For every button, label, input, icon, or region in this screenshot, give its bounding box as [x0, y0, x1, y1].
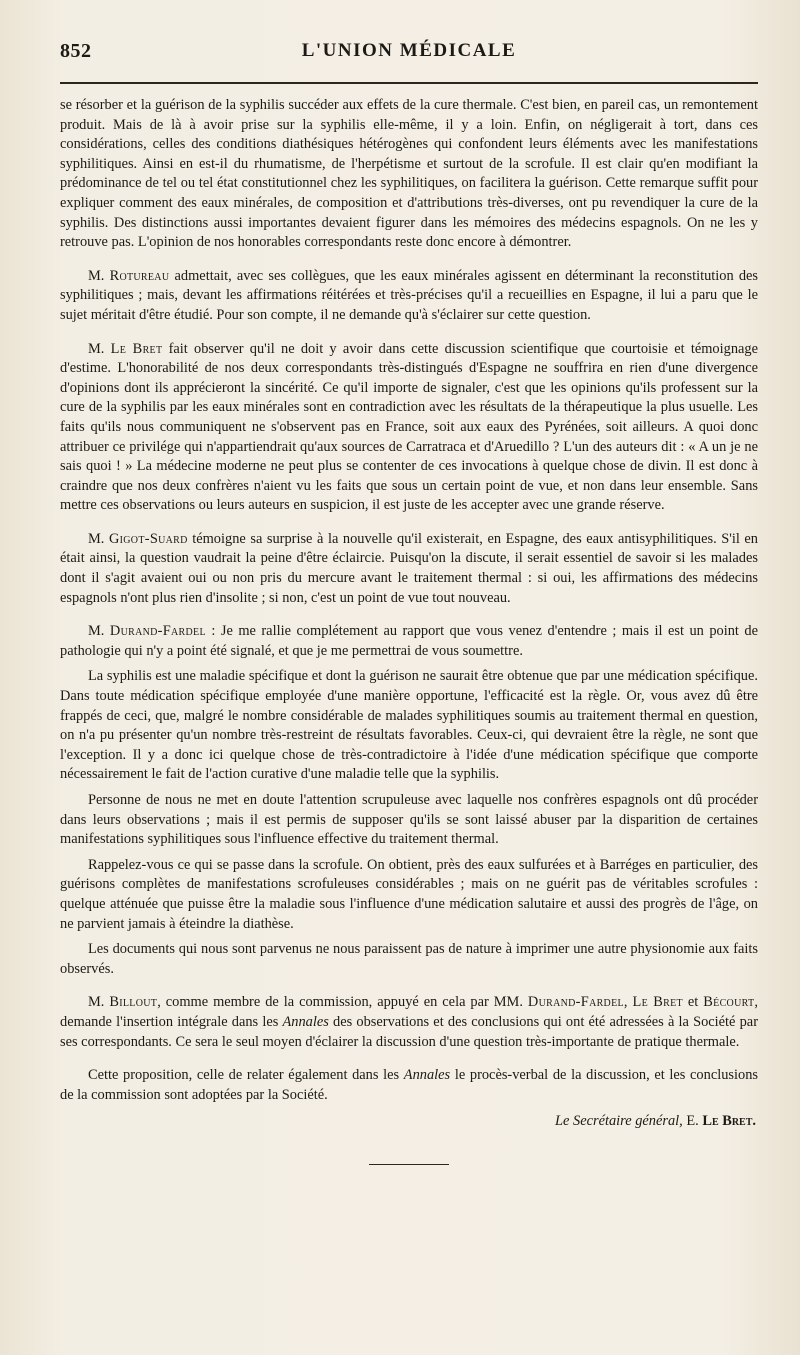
speaker-prefix: M.: [88, 267, 110, 284]
speaker-prefix: M.: [88, 994, 110, 1011]
speaker-prefix: M.: [88, 530, 109, 547]
paragraph-documents: [60, 940, 758, 979]
paragraph-text: admettait, avec ses collègues, que les eaux minérales agissent en déterminant la reconstitution des syphilitiques ; mais, devant les affirmations réitérées et très-précises qu'il a recueillies en Espagne, il lui a paru que le sujet méritait d'être étudié. Pour son compte, il ne demande qu'à s'éclairer sur cette question.: [60, 267, 759, 323]
paragraph-text: se résorber et la guérison de la syphilis succéder aux effets de la cure thermale. C'est bien, en pareil cas, un remontement produit. Mais de là à avoir prise sur la syphilis elle-même, il y a loin. Enfin, on négligerait à tort, dans ces considérations, celles des conditions diathésiques hétérogènes qui confondent leurs éléments avec les manifestations syphilitiques. Ainsi en est-il du rhumatisme, de l'herpétisme et surtout de la scrofule. Il est clair qu'en modifiant la prédominance de tel ou tel état constitutionnel chez les syphilitiques, on facilitera la guérison. Cette remarque suffit pour expliquer comment des eaux minérales, de composition et d'attributions très-diverses, ont pu revendiquer la cure de la syphilis. Des distinctions aussi importantes devaient figurer dans les mémoires des médecins espagnols. On ne les y retrouve pas. L'opinion de nos honorables correspondants reste donc encore à démontrer.: [60, 97, 758, 251]
signature-initial: E.: [686, 1113, 699, 1130]
paragraph-text: témoigne sa surprise à la nouvelle qu'il existerait, en Espagne, des eaux antisyphilitiques. S'il en était ainsi, la question vaudrait la peine d'être éclaircie. Puisqu'on la discute, il serait essentiel de savoir si les malades dont il s'agit avaient oui ou non pris du mercure avant le traitement thermal : si oui, les affirmations des médecins espagnols n'ont plus rien d'insolite ; si non, c'est un point de vue tout nouveau.: [60, 530, 758, 606]
speaker-name: Durand-Fardel: [109, 623, 206, 640]
speaker-name: Le Bret: [110, 340, 163, 357]
speaker-prefix: M.: [88, 340, 111, 357]
paragraph-le-bret: [60, 340, 758, 516]
end-rule: [369, 1164, 449, 1165]
paragraph-continuation: [60, 96, 758, 253]
paragraph-gigot-suard: [60, 530, 758, 608]
speaker-name: Le Bret: [632, 994, 683, 1011]
paragraph-text: : Je me rallie complétement au rapport que vous venez d'entendre ; mais il est un point de pathologie qui n'y a point été signalé, et que je me permettrai de vous soumettre.: [60, 623, 758, 659]
paragraph-text: et: [682, 994, 704, 1011]
journal-title: Annales: [403, 1067, 451, 1084]
page-header: [60, 40, 758, 76]
paragraph-text: fait observer qu'il ne doit y avoir dans cette discussion scientifique que courtoisie et témoignage d'estime. L'honorabilité de nos deux correspondants très-distingués d'Espagne ne souffrira en rien d'une divergence d'opinions dont ils apprécieront la sincérité. Ce qu'il importe de signaler, c'est que les opinions qu'ils professent sur la cure de la syphilis par les eaux minérales sont en contradiction avec les résultats de la thérapeutique la plus usuelle. Les faits qu'ils nous communiquent ne s'observent pas en France, soit aux eaux des Pyrénées, soit ailleurs. A quoi donc attribuer ce privilége qui n'appartiendrait qu'aux sources de Carratraca et d'Aruedillo ? L'un des auteurs dit : « A un je ne sais quoi ! » La médecine moderne ne peut plus se contenter de ces invocations à quelque chose de divin. Il est donc à craindre que nos deux confrères n'aient vu les faits que sous un certain point de vue, et non dans leur ensemble. Sans mettre ces observations ou leurs auteurs en suspicion, il est juste de les accepter avec une grande réserve.: [60, 340, 758, 514]
header-rule: [60, 82, 758, 84]
running-title: L'UNION MÉDICALE: [301, 40, 517, 61]
paragraph-text: Les documents qui nous sont parvenus ne nous paraissent pas de nature à imprimer une autre physionomie aux faits observés.: [60, 941, 758, 977]
journal-title: Annales: [282, 1013, 329, 1030]
paragraph-text: le procès-verbal de la discussion, et les conclusions de la commission sont adoptées par la Société.: [60, 1067, 758, 1103]
paragraph-syphilis-specifique: [60, 667, 758, 785]
paragraph-text: , demande l'insertion intégrale dans les: [60, 994, 758, 1030]
paragraph-rotureau: [60, 267, 758, 326]
article-body: [60, 96, 758, 1105]
paragraph-text: ,: [623, 994, 633, 1011]
paragraph-personne: [60, 791, 758, 850]
speaker-name: Billout: [109, 994, 158, 1011]
speaker-prefix: M.: [88, 623, 110, 640]
paragraph-text: Personne de nous ne met en doute l'attention scrupuleuse avec laquelle nos confrères espagnols ont dû procéder dans leurs observations ; mais il est permis de supposer qu'ils se sont laissé abuser par la disparition de certaines manifestations syphilitiques sous l'influence effective du traitement thermal.: [60, 792, 758, 848]
paragraph-scrofule: [60, 856, 758, 934]
speaker-name: Rotureau: [109, 267, 170, 284]
speaker-name: Gigot-Suard: [108, 530, 188, 547]
signature: [60, 1113, 758, 1130]
paragraph-durand-fardel: [60, 622, 758, 661]
signature-role: Le Secrétaire général,: [555, 1113, 683, 1130]
paragraph-closing: [60, 1066, 758, 1105]
page-number: 852: [60, 40, 92, 62]
signature-name: Le Bret.: [702, 1113, 756, 1130]
speaker-name: Bécourt: [703, 994, 755, 1011]
paragraph-text: , comme membre de la commission, appuyé en cela par MM.: [157, 994, 528, 1011]
paragraph-billout: [60, 993, 758, 1052]
paragraph-text: Cette proposition, celle de relater également dans les: [88, 1067, 404, 1084]
speaker-name: Durand-Fardel: [527, 994, 624, 1011]
paragraph-text: des observations et des conclusions qui ont été adressées à la Société par ses correspondants. Ce sera le seul moyen d'éclairer la discussion d'une question très-importante de pratique thermale.: [60, 1013, 758, 1050]
paragraph-text: Rappelez-vous ce qui se passe dans la scrofule. On obtient, près des eaux sulfurées et à Barréges en particulier, des guérisons complètes de manifestations scrofuleuses considérables ; mais on ne guérit pas de véritables scrofules : quelque atténuée que puisse être la maladie sous l'influence d'une médication salutaire et aussi des progrès de l'âge, on ne parvient jamais à éteindre la diathèse.: [60, 856, 758, 932]
paragraph-text: La syphilis est une maladie spécifique et dont la guérison ne saurait être obtenue que par une médication spécifique. Dans toute médication spécifique employée d'une manière opportune, l'efficacité est la règle. Or, vous avez dû être frappés de ceci, que, malgré le nombre considérable de malades syphilitiques soumis au traitement thermal en question, on n'a pu présenter qu'un nombre très-restreint de résultats favorables. Ceux-ci, qui devraient être la règle, ne sont que l'exception. Il y a donc ici quelque chose de très-contradictoire à l'idée d'une médication spécifique que comporte nécessairement le fait de l'action curative d'une maladie telle que la syphilis.: [60, 668, 758, 783]
